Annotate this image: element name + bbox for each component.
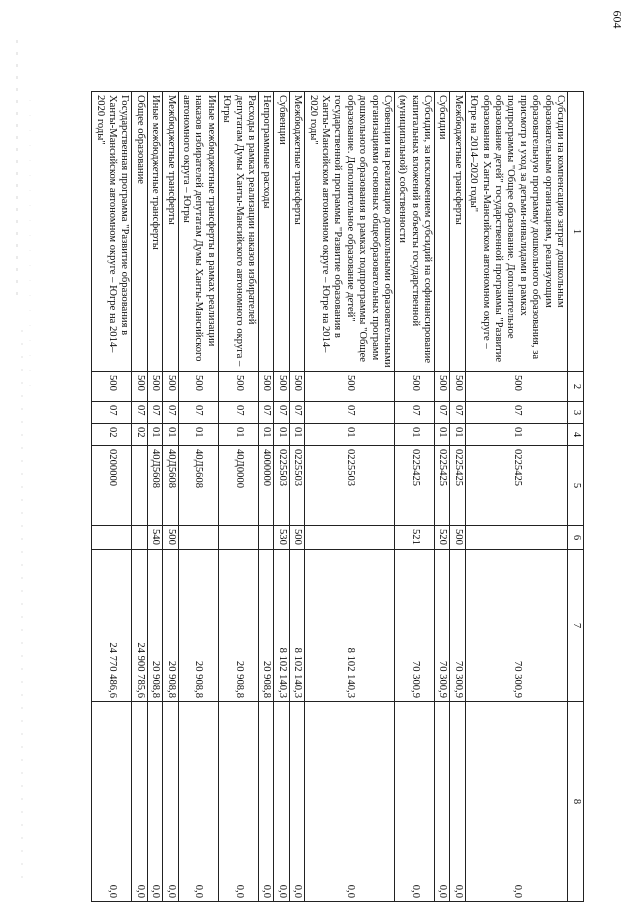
amount-cell: 8 102 140,3 — [274, 550, 289, 702]
amount-2-cell: 0,0 — [435, 702, 450, 902]
target-article-cell: 4000000 — [259, 446, 274, 526]
description-cell: Иные межбюджетные трансферты — [147, 92, 162, 372]
section-cell: 07 — [450, 402, 465, 424]
section-cell: 07 — [178, 402, 218, 424]
table-body — [92, 92, 584, 902]
description-cell: Субсидии, за исключением субсидий на софинансирование капитальных вложений в объекты государственной (муниципальной) собственности — [394, 92, 434, 372]
description-cell: Субсидии на компенсацию затрат дошкольным образовательным организациям, реализующим образовательную программу дошкольного образования, за присмотр и уход за детьми-инвалидами в рамках подпрограммы "Общее образование. Дополнительное образование детей" государственной программы "Развитие образования в Ханты-Мансийском автономном округе – Югре на 2014–2020 годы" — [465, 92, 567, 372]
header-cell: 4 — [568, 424, 584, 446]
table-row — [435, 92, 450, 902]
table-row — [259, 92, 274, 902]
table-row — [465, 92, 567, 902]
amount-cell: 8 102 140,3 — [289, 550, 304, 702]
amount-2-cell: 0,0 — [132, 702, 147, 902]
admin-code-cell: 500 — [394, 372, 434, 402]
amount-2-cell: 0,0 — [450, 702, 465, 902]
admin-code-cell: 500 — [218, 372, 258, 402]
subsection-cell: 01 — [289, 424, 304, 446]
admin-code-cell: 500 — [465, 372, 567, 402]
target-article-cell: 0225425 — [450, 446, 465, 526]
subsection-cell: 01 — [394, 424, 434, 446]
target-article-cell: 0225425 — [435, 446, 450, 526]
amount-cell: 20 908,8 — [147, 550, 162, 702]
amount-2-cell: 0,0 — [289, 702, 304, 902]
target-article-cell: 0225503 — [305, 446, 395, 526]
description-cell: Межбюджетные трансферты — [289, 92, 304, 372]
subsection-cell: 01 — [147, 424, 162, 446]
table-row — [132, 92, 147, 902]
expense-type-cell — [305, 526, 395, 550]
description-cell: Межбюджетные трансферты — [163, 92, 178, 372]
target-article-cell: 40Д5608 — [178, 446, 218, 526]
amount-2-cell: 0,0 — [163, 702, 178, 902]
amount-cell: 8 102 140,3 — [305, 550, 395, 702]
target-article-cell — [132, 446, 147, 526]
target-article-cell: 40Д5608 — [147, 446, 162, 526]
subsection-cell: 01 — [163, 424, 178, 446]
table-row — [147, 92, 162, 902]
expense-type-cell — [465, 526, 567, 550]
expense-type-cell: 500 — [450, 526, 465, 550]
amount-2-cell: 0,0 — [218, 702, 258, 902]
amount-cell: 20 908,8 — [218, 550, 258, 702]
table-row — [163, 92, 178, 902]
header-cell: 5 — [568, 446, 584, 526]
target-article-cell: 0225503 — [289, 446, 304, 526]
amount-2-cell: 0,0 — [465, 702, 567, 902]
subsection-cell: 01 — [259, 424, 274, 446]
table-row — [92, 92, 132, 902]
admin-code-cell: 500 — [450, 372, 465, 402]
table-row — [394, 92, 434, 902]
subsection-cell: 01 — [465, 424, 567, 446]
section-cell: 07 — [218, 402, 258, 424]
header-cell: 6 — [568, 526, 584, 550]
section-cell: 07 — [92, 402, 132, 424]
expense-type-cell — [92, 526, 132, 550]
amount-cell: 70 300,9 — [435, 550, 450, 702]
admin-code-cell: 500 — [305, 372, 395, 402]
description-cell: Субвенции на реализацию дошкольными образовательными организациями основных общеобразовательных программ дошкольного образования в рамках подпрограммы "Общее образование. Дополнительное образование детей" государственной программы "Развитие образования в Ханты-Мансийском автономном округе – Югре на 2014–2020 годы" — [305, 92, 395, 372]
expense-type-cell — [132, 526, 147, 550]
section-cell: 07 — [147, 402, 162, 424]
target-article-cell: 40Д5608 — [163, 446, 178, 526]
rotated-table-container — [84, 91, 584, 901]
table-row — [274, 92, 289, 902]
section-cell: 07 — [259, 402, 274, 424]
section-cell: 07 — [465, 402, 567, 424]
subsection-cell: 01 — [435, 424, 450, 446]
section-cell: 07 — [394, 402, 434, 424]
subsection-cell: 01 — [450, 424, 465, 446]
table-row — [289, 92, 304, 902]
subsection-cell: 02 — [92, 424, 132, 446]
admin-code-cell: 500 — [147, 372, 162, 402]
expense-type-cell: 520 — [435, 526, 450, 550]
section-cell: 07 — [289, 402, 304, 424]
expense-type-cell: 500 — [289, 526, 304, 550]
description-cell: Государственная программа "Развитие образования в Ханты-Мансийском автономном округе – Югре на 2014–2020 годы" — [92, 92, 132, 372]
target-article-cell: 0225425 — [394, 446, 434, 526]
header-cell: 3 — [568, 402, 584, 424]
amount-cell: 24 900 785,6 — [132, 550, 147, 702]
description-cell: Межбюджетные трансферты — [450, 92, 465, 372]
section-cell: 07 — [435, 402, 450, 424]
table-row — [305, 92, 395, 902]
expense-type-cell — [259, 526, 274, 550]
amount-cell: 24 770 486,6 — [92, 550, 132, 702]
description-cell: Общее образование — [132, 92, 147, 372]
description-cell: Непрограммные расходы — [259, 92, 274, 372]
amount-cell: 20 908,8 — [178, 550, 218, 702]
admin-code-cell: 500 — [178, 372, 218, 402]
header-row — [568, 92, 584, 902]
header-cell: 2 — [568, 372, 584, 402]
amount-2-cell: 0,0 — [147, 702, 162, 902]
description-cell: Субвенции — [274, 92, 289, 372]
expense-type-cell: 500 — [163, 526, 178, 550]
target-article-cell: 0225503 — [274, 446, 289, 526]
expense-type-cell: 530 — [274, 526, 289, 550]
section-cell: 07 — [132, 402, 147, 424]
table-row — [178, 92, 218, 902]
amount-cell: 70 300,9 — [465, 550, 567, 702]
budget-table — [91, 91, 584, 902]
amount-2-cell: 0,0 — [305, 702, 395, 902]
target-article-cell: 40Д0000 — [218, 446, 258, 526]
amount-cell: 20 908,8 — [259, 550, 274, 702]
expense-type-cell: 540 — [147, 526, 162, 550]
amount-cell: 70 300,9 — [394, 550, 434, 702]
table-row — [450, 92, 465, 902]
target-article-cell: 0225425 — [465, 446, 567, 526]
target-article-cell: 0200000 — [92, 446, 132, 526]
amount-2-cell: 0,0 — [92, 702, 132, 902]
admin-code-cell: 500 — [289, 372, 304, 402]
expense-type-cell — [218, 526, 258, 550]
section-cell: 07 — [305, 402, 395, 424]
description-cell: Субсидии — [435, 92, 450, 372]
admin-code-cell: 500 — [274, 372, 289, 402]
subsection-cell: 01 — [218, 424, 258, 446]
admin-code-cell: 500 — [132, 372, 147, 402]
header-cell: 1 — [568, 92, 584, 372]
admin-code-cell: 500 — [259, 372, 274, 402]
amount-2-cell: 0,0 — [178, 702, 218, 902]
subsection-cell: 01 — [274, 424, 289, 446]
admin-code-cell: 500 — [435, 372, 450, 402]
admin-code-cell: 500 — [163, 372, 178, 402]
description-cell: Иные межбюджетные трансферты в рамках реализации наказов избирателей депутатам Думы Ханты-Мансийского автономного округа – Югры — [178, 92, 218, 372]
amount-2-cell: 0,0 — [274, 702, 289, 902]
section-cell: 07 — [274, 402, 289, 424]
header-cell: 8 — [568, 702, 584, 902]
subsection-cell: 01 — [178, 424, 218, 446]
amount-cell: 70 300,9 — [450, 550, 465, 702]
amount-2-cell: 0,0 — [259, 702, 274, 902]
page-number: 604 — [610, 10, 625, 29]
subsection-cell: 01 — [305, 424, 395, 446]
expense-type-cell — [178, 526, 218, 550]
table-row — [218, 92, 258, 902]
description-cell: Расходы в рамках реализации наказов избирателей депутатам Думы Ханты-Мансийского автономного округа – Югры — [218, 92, 258, 372]
admin-code-cell: 500 — [92, 372, 132, 402]
amount-cell: 20 908,8 — [163, 550, 178, 702]
expense-type-cell: 521 — [394, 526, 434, 550]
section-cell: 07 — [163, 402, 178, 424]
header-cell: 7 — [568, 550, 584, 702]
amount-2-cell: 0,0 — [394, 702, 434, 902]
subsection-cell: 02 — [132, 424, 147, 446]
